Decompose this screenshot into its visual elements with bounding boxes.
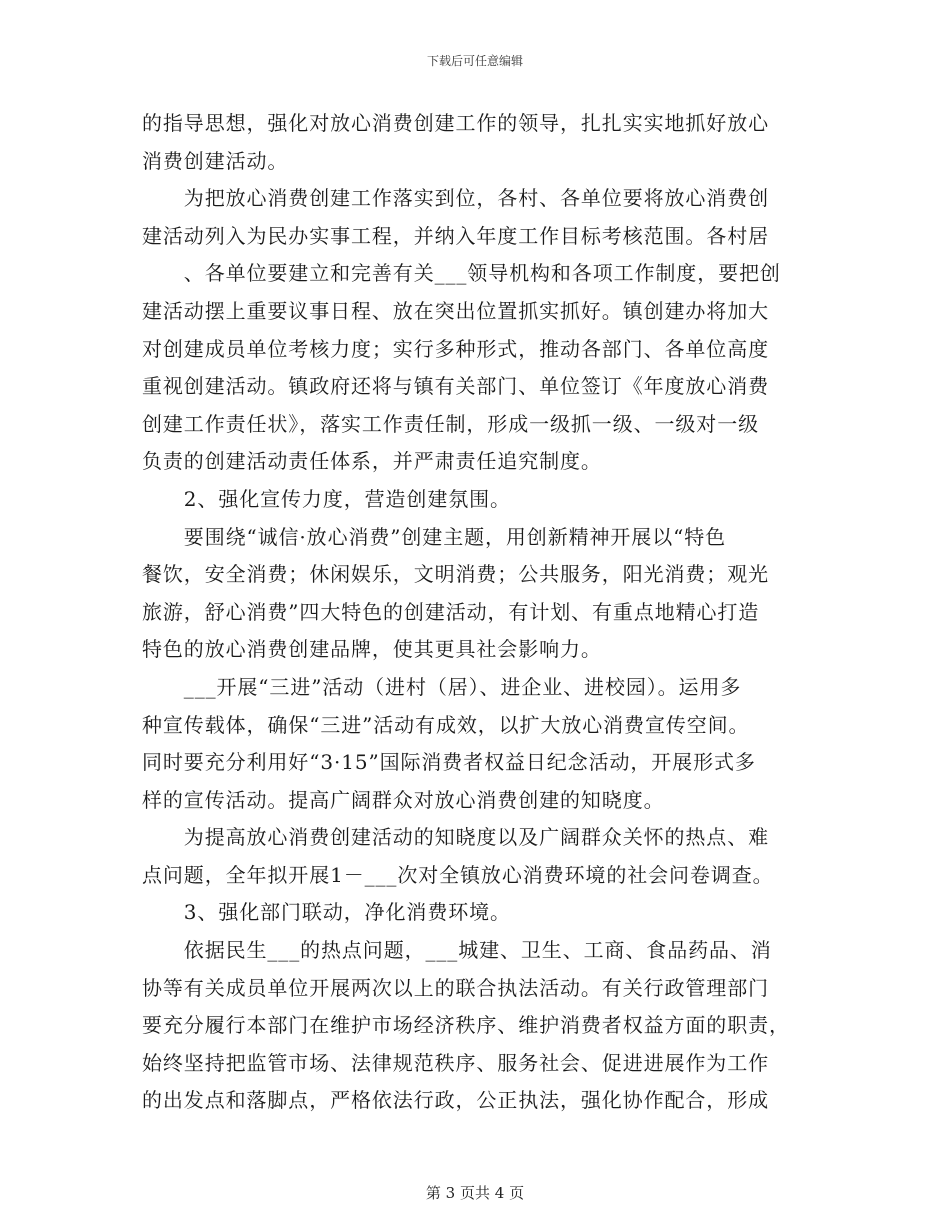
text-line: 2、强化宣传力度，营造创建氛围。 [142,486,511,511]
text-line: 为提高放心消费创建活动的知晓度以及广阔群众关怀的热点、难 [142,825,769,850]
text-line: 样的宣传活动。提高广阔群众对放心消费创建的知晓度。 [142,787,665,812]
text-line: 对创建成员单位考核力度；实行多种形式，推动各部门、各单位高度 [142,336,769,361]
text-line: 种宣传载体，确保“三进”活动有成效，以扩大放心消费宣传空间。 [142,712,750,737]
text-line: 、各单位要建立和完善有关___领导机构和各项工作制度，要把创 [142,261,781,286]
text-line: 建活动摆上重要议事日程、放在突出位置抓实抓好。镇创建办将加大 [142,298,769,323]
text-line: 重视创建活动。镇政府还将与镇有关部门、单位签订《年度放心消费 [142,374,769,399]
document-body [142,105,810,1120]
text-line: 消费创建活动。 [142,148,289,173]
text-line: 餐饮，安全消费；休闲娱乐，文明消费；公共服务，阳光消费；观光 [142,562,769,587]
text-line: 的出发点和落脚点，严格依法行政，公正执法，强化协作配合，形成 [142,1088,769,1113]
text-line: 旅游，舒心消费”四大特色的创建活动，有计划、有重点地精心打造 [142,599,760,624]
page-header: 下载后可任意编辑 [426,54,523,68]
page-footer: 第 3 页共 4 页 [425,1184,525,1202]
text-line: 始终坚持把监管市场、法律规范秩序、服务社会、促进进展作为工作 [142,1050,769,1075]
text-line: ___开展“三进”活动（进村（居）、进企业、进校园）。运用多 [142,674,742,699]
text-line: 负责的创建活动责任体系，并严肃责任追究制度。 [142,449,602,474]
text-line: 创建工作责任状》，落实工作责任制，形成一级抓一级、一级对一级 [142,411,759,436]
text-line: 的指导思想，强化对放心消费创建工作的领导，扎扎实实地抓好放心 [142,111,769,135]
text-line: 要充分履行本部门在维护市场经济秩序、维护消费者权益方面的职责， [142,1013,790,1038]
text-line: 3、强化部门联动，净化消费环境。 [142,900,511,925]
text-line: 为把放心消费创建工作落实到位，各村、各单位要将放心消费创 [142,186,769,211]
text-line: 建活动列入为民办实事工程，并纳入年度工作目标考核范围。各村居 [142,223,769,248]
text-line: 点问题，全年拟开展1－___次对全镇放心消费环境的社会问卷调查。 [142,862,774,887]
text-line: 同时要充分利用好“3·15”国际消费者权益日纪念活动，开展形式多 [142,750,756,775]
text-line: 特色的放心消费创建品牌，使其更具社会影响力。 [142,637,602,662]
text-line: 要围绕“诚信·放心消费”创建主题，用创新精神开展以“特色 [142,524,727,549]
text-line: 依据民生___的热点问题，___城建、卫生、工商、食品药品、消 [142,938,772,963]
text-line: 协等有关成员单位开展两次以上的联合执法活动。有关行政管理部门 [142,975,769,1000]
